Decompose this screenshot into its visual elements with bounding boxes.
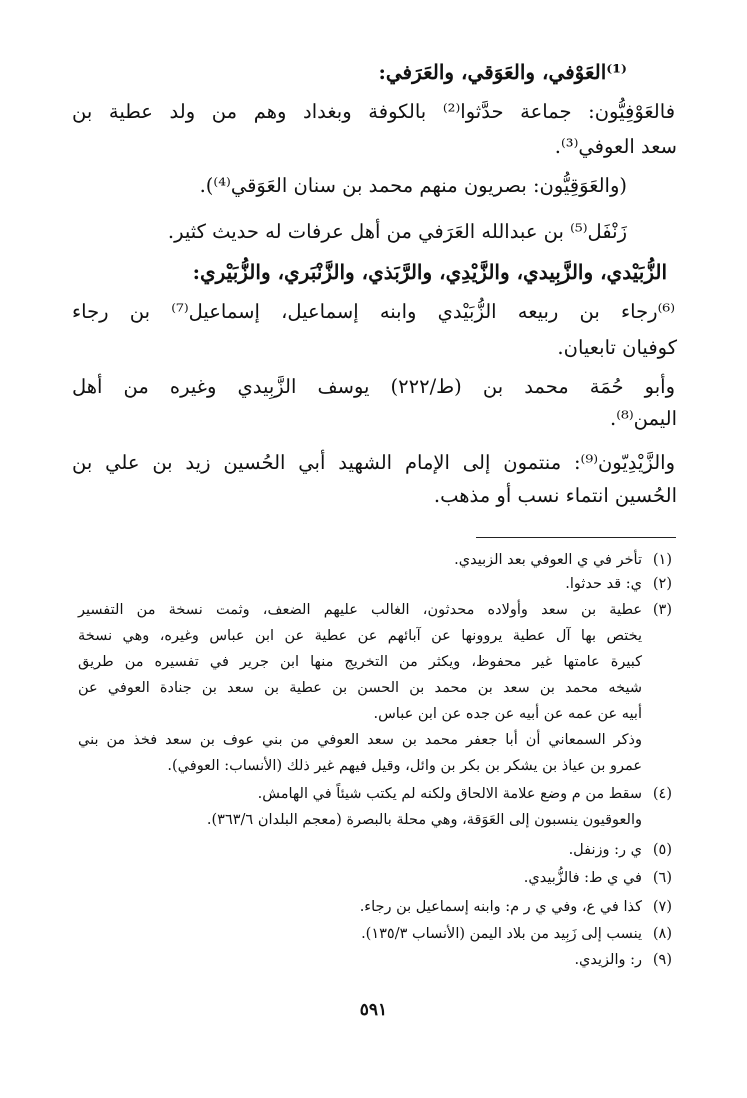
footnote-6: (٦)في ي ط: فالزُّبيدي. bbox=[523, 870, 672, 886]
footnote-3-cont: عمرو بن عياذ بن يشكر بن بكر بن وائل، وقيل فيهم غير ذلك (الأنساب: العوفي). bbox=[167, 758, 642, 774]
page-number: ٥٩١ bbox=[359, 1000, 388, 1020]
footnote-1: (١)تأخر في ي العوفي بعد الزبيدي. bbox=[454, 552, 672, 568]
footnote-2: (٢)ي: قد حدثوا. bbox=[565, 576, 672, 592]
footnote-separator bbox=[476, 537, 676, 538]
footnote-3-cont: يختص بها آل عطية يروونها عن آبائهم عن عطية عن ابن عباس وغيره، وهي نسخة bbox=[78, 628, 643, 644]
text-line: والزَّيْدِيّون⁽⁹⁾: منتمون إلى الإمام الشهيد أبي الحُسين زيد بن علي بن bbox=[72, 451, 675, 474]
footnote-7: (٧)كذا في ع، وفي ي ر م: وابنه إسماعيل بن رجاء. bbox=[359, 899, 672, 915]
text-line: كوفيان تابعيان. bbox=[557, 336, 677, 359]
footnote-8: (٨)ينسب إلى زَبِيد من بلاد اليمن (الأنساب ١٣٥/٣). bbox=[361, 926, 672, 942]
entry-heading-awfi: ⁽¹⁾العَوْفي، والعَوَقي، والعَرَفي: bbox=[378, 60, 627, 84]
footnote-3-cont: أبيه عن عمه عن أبيه عن جده عن ابن عباس. bbox=[373, 706, 642, 722]
footnote-9: (٩)ر: والزيدي. bbox=[574, 952, 672, 968]
text-line: وأبو حُمَة محمد بن (ط/٢٢٢) يوسف الزَّبِيدي وغيره من أهل bbox=[72, 375, 675, 398]
footnote-3-cont: كبيرة عامتها غير محفوظ، ويكثر من التخريج منها ابن جرير في تفسيره من طريق bbox=[78, 654, 642, 670]
text-line: الحُسين انتماء نسب أو مذهب. bbox=[433, 484, 677, 507]
footnote-3-cont: وذكر السمعاني أن أبا جعفر محمد بن سعد العوفي من بني عوف بن سعد فخذ من بني bbox=[78, 732, 642, 748]
entry-heading-zubaydi: الزُّبَيْدي، والزَّبِيدي، والزَّيْدِي، والرَّبَذي، والزَّنْبَري، والزُّبَيْري: bbox=[192, 260, 667, 284]
footnote-4-cont: والعوقيون ينسبون إلى العَوَقة، وهي محلة بالبصرة (معجم البلدان ٣٦٣/٦). bbox=[206, 812, 642, 828]
footnote-5: (٥)ي ر: وزنفل. bbox=[568, 842, 672, 858]
footnote-3: (٣)عطية بن سعد وأولاده محدثون، الغالب عليهم الضعف، وثمت نسخة من التفسير bbox=[78, 602, 672, 618]
text-line: فالعَوْفِيُّون: جماعة حدَّثوا⁽²⁾ بالكوفة وبغداد وهم من ولد عطية بن bbox=[72, 100, 676, 123]
text-line: زَنْفَل⁽⁵⁾ بن عبدالله العَرَفي من أهل عرفات له حديث كثير. bbox=[167, 220, 627, 243]
text-line: ⁽⁶⁾رجاء بن ربيعه الزُّبَيْدي وابنه إسماعيل، إسماعيل⁽⁷⁾ بن رجاء bbox=[72, 300, 675, 323]
text-line: سعد العوفي⁽³⁾. bbox=[554, 135, 677, 158]
text-line: اليمن⁽⁸⁾. bbox=[610, 407, 677, 430]
footnote-4: (٤)سقط من م وضع علامة الالحاق ولكنه لم يكتب شيئاً في الهامش. bbox=[257, 786, 672, 802]
footnote-3-cont: شيخه محمد بن سعد بن محمد بن الحسن بن عطية بن سعد بن جنادة العوفي عن bbox=[78, 680, 642, 696]
text-line: (والعَوَقِيُّون: بصريون منهم محمد بن سنان العَوَقي⁽⁴⁾). bbox=[199, 174, 627, 197]
